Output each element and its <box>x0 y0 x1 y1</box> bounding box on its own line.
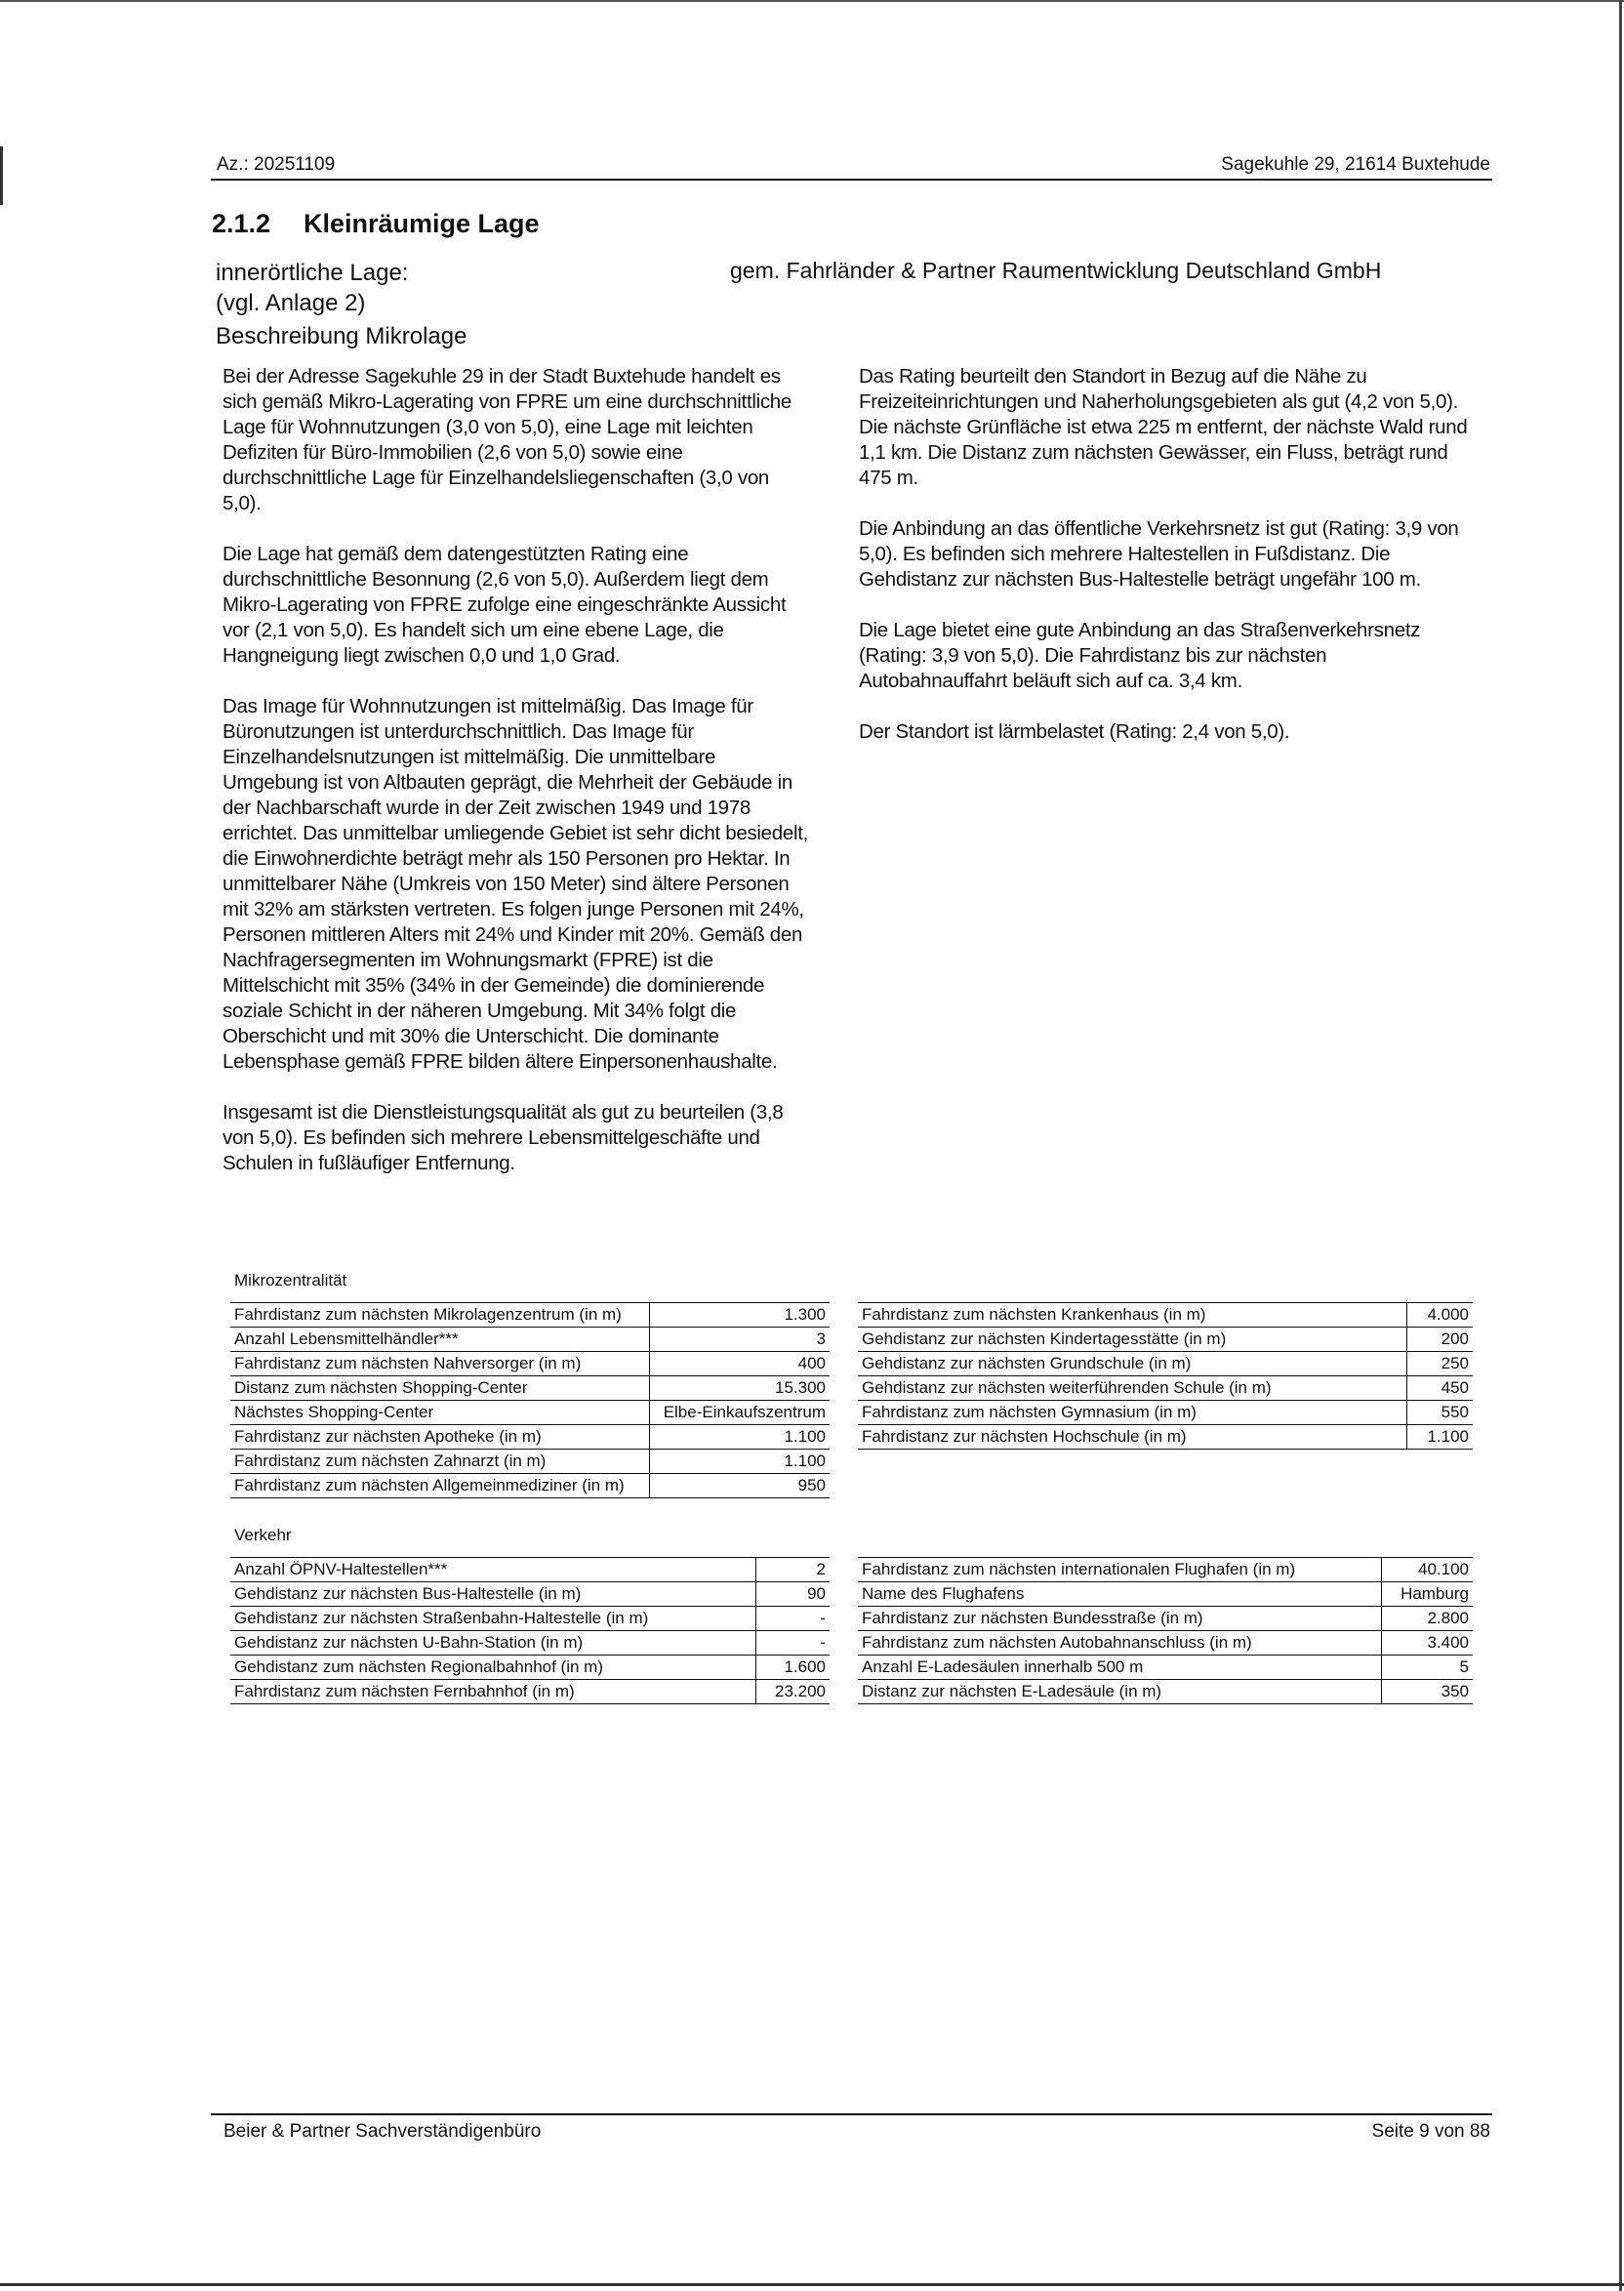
table-mikrozentralitaet-left <box>230 1302 830 1498</box>
row-label: Distanz zum nächsten Shopping-Center <box>230 1376 650 1401</box>
row-label: Distanz zur nächsten E-Ladesäule (in m) <box>858 1680 1382 1704</box>
row-label: Anzahl E-Ladesäulen innerhalb 500 m <box>858 1656 1382 1680</box>
row-value: 2 <box>756 1558 830 1582</box>
paragraph: Das Rating beurteilt den Standort in Bezug auf die Nähe zu Freizeiteinrichtungen und Naherholungsgebieten als gut (4,2 von 5,0). Die nächste Grünfläche ist etwa 225 m entfernt, der nächste Wald rund 1,1 km. Die Distanz zum nächsten Gewässer, ein Fluss, beträgt rund 475 m. <box>859 365 1468 489</box>
paragraph: Bei der Adresse Sagekuhle 29 in der Stadt Buxtehude handelt es sich gemäß Mikro-Lagerating von FPRE um eine durchschnittliche Lage für Wohnnutzungen (3,0 von 5,0), eine Lage mit leichten Defiziten für Büro-Immobilien (2,6 von 5,0) sowie eine durchschnittliche Lage für Einzelhandelsliegenschaften (3,0 von 5,0). <box>223 365 792 514</box>
lage-source: gem. Fahrländer & Partner Raumentwicklung Deutschland GmbH <box>730 258 1382 283</box>
lage-label <box>216 258 408 318</box>
table-row <box>858 1607 1473 1631</box>
lage-label-line1: innerörtliche Lage: <box>216 260 409 286</box>
table-row <box>858 1425 1473 1450</box>
row-label: Nächstes Shopping-Center <box>230 1401 650 1425</box>
row-label: Anzahl Lebensmittelhändler*** <box>230 1328 650 1352</box>
row-label: Gehdistanz zur nächsten U-Bahn-Station (in m) <box>230 1631 756 1656</box>
row-label: Fahrdistanz zum nächsten Fernbahnhof (in m) <box>230 1680 756 1704</box>
scan-margin-mark <box>0 146 3 205</box>
row-label: Gehdistanz zur nächsten Kindertagesstätte (in m) <box>858 1328 1407 1352</box>
row-value: 3 <box>650 1328 830 1352</box>
table-row <box>230 1401 830 1425</box>
table-row <box>230 1376 830 1401</box>
table-row <box>230 1450 830 1474</box>
table-row <box>230 1352 830 1376</box>
table-row <box>858 1558 1473 1582</box>
page-border-right <box>1619 0 1622 2291</box>
row-value: 200 <box>1407 1328 1473 1352</box>
footer-rule <box>211 2113 1492 2115</box>
table-row <box>230 1328 830 1352</box>
row-label: Fahrdistanz zur nächsten Bundesstraße (in m) <box>858 1607 1382 1631</box>
table-row <box>858 1401 1473 1425</box>
row-label: Fahrdistanz zur nächsten Apotheke (in m) <box>230 1425 650 1450</box>
row-value: 1.600 <box>756 1656 830 1680</box>
row-value: 15.300 <box>650 1376 830 1401</box>
section-heading <box>212 209 540 239</box>
table-row <box>230 1558 830 1582</box>
caption-mikrozentralitaet: Mikrozentralität <box>234 1271 347 1289</box>
table-mikrozentralitaet-right <box>858 1302 1473 1450</box>
row-value: 1.100 <box>1407 1425 1473 1450</box>
header-address: Sagekuhle 29, 21614 Buxtehude <box>1221 154 1490 175</box>
text-column-right <box>859 364 1474 770</box>
header-rule <box>211 179 1492 181</box>
row-value: 550 <box>1407 1401 1473 1425</box>
row-value: 950 <box>650 1474 830 1498</box>
table-row <box>858 1303 1473 1328</box>
row-value: - <box>756 1631 830 1656</box>
row-value: 23.200 <box>756 1680 830 1704</box>
table-row <box>230 1656 830 1680</box>
section-number: 2.1.2 <box>212 209 271 238</box>
table-row <box>230 1474 830 1498</box>
table-verkehr-left <box>230 1557 830 1704</box>
paragraph: Die Anbindung an das öffentliche Verkehrsnetz ist gut (Rating: 3,9 von 5,0). Es befinden sich mehrere Haltestellen in Fußdistanz. Die Gehdistanz zur nächsten Bus-Haltestelle beträgt ungefähr 100 m. <box>859 517 1459 591</box>
row-label: Fahrdistanz zum nächsten Nahversorger (in m) <box>230 1352 650 1376</box>
table-row <box>230 1607 830 1631</box>
row-label: Fahrdistanz zum nächsten Zahnarzt (in m) <box>230 1450 650 1474</box>
row-value: 1.100 <box>650 1450 830 1474</box>
row-label: Anzahl ÖPNV-Haltestellen*** <box>230 1558 756 1582</box>
row-label: Fahrdistanz zum nächsten Autobahnanschluss (in m) <box>858 1631 1382 1656</box>
page-border-top <box>0 0 1624 2</box>
table-row <box>858 1680 1473 1704</box>
paragraph: Die Lage hat gemäß dem datengestützten Rating eine durchschnittliche Besonnung (2,6 von 5,0). Außerdem liegt dem Mikro-Lagerating von FPRE zufolge eine eingeschränkte Aussicht vor (2,1 von 5,0). Es handelt sich um eine ebene Lage, die Hangneigung liegt zwischen 0,0 und 1,0 Grad. <box>223 543 787 667</box>
row-value: 250 <box>1407 1352 1473 1376</box>
row-value: 2.800 <box>1382 1607 1473 1631</box>
table-verkehr-right <box>858 1557 1473 1704</box>
table-row <box>230 1303 830 1328</box>
footer-company: Beier & Partner Sachverständigenbüro <box>223 2121 542 2142</box>
header-reference: Az.: 20251109 <box>217 154 336 175</box>
footer-page-number: Seite 9 von 88 <box>1371 2121 1490 2142</box>
table-row <box>858 1352 1473 1376</box>
row-label: Gehdistanz zur nächsten Straßenbahn-Haltestelle (in m) <box>230 1607 756 1631</box>
row-label: Fahrdistanz zur nächsten Hochschule (in m) <box>858 1425 1407 1450</box>
table-row <box>230 1425 830 1450</box>
row-value: 90 <box>756 1582 830 1607</box>
row-value: 4.000 <box>1407 1303 1473 1328</box>
row-label: Gehdistanz zur nächsten Grundschule (in m) <box>858 1352 1407 1376</box>
row-value: 450 <box>1407 1376 1473 1401</box>
table-row <box>230 1631 830 1656</box>
row-label: Fahrdistanz zum nächsten Gymnasium (in m) <box>858 1401 1407 1425</box>
row-label: Fahrdistanz zum nächsten Allgemeinmediziner (in m) <box>230 1474 650 1498</box>
subheading-beschreibung: Beschreibung Mikrolage <box>216 323 467 349</box>
row-value: 5 <box>1382 1656 1473 1680</box>
row-label: Name des Flughafens <box>858 1582 1382 1607</box>
table-row <box>230 1582 830 1607</box>
paragraph: Insgesamt ist die Dienstleistungsqualität als gut zu beurteilen (3,8 von 5,0). Es befinden sich mehrere Lebensmittelgeschäfte und Schulen in fußläufiger Entfernung. <box>223 1101 784 1174</box>
caption-verkehr: Verkehr <box>234 1526 292 1544</box>
row-label: Fahrdistanz zum nächsten Mikrolagenzentrum (in m) <box>230 1303 650 1328</box>
row-label: Gehdistanz zum nächsten Regionalbahnhof (in m) <box>230 1656 756 1680</box>
row-label: Fahrdistanz zum nächsten Krankenhaus (in m) <box>858 1303 1407 1328</box>
row-value: 1.100 <box>650 1425 830 1450</box>
section-title: Kleinräumige Lage <box>304 209 540 238</box>
row-label: Fahrdistanz zum nächsten internationalen Flughafen (in m) <box>858 1558 1382 1582</box>
row-value: - <box>756 1607 830 1631</box>
table-row <box>858 1656 1473 1680</box>
row-label: Gehdistanz zur nächsten Bus-Haltestelle (in m) <box>230 1582 756 1607</box>
row-value: 40.100 <box>1382 1558 1473 1582</box>
row-value: Elbe-Einkaufszentrum <box>650 1401 830 1425</box>
row-value: 1.300 <box>650 1303 830 1328</box>
page-border-bottom <box>0 2283 1624 2286</box>
paragraph: Das Image für Wohnnutzungen ist mittelmäßig. Das Image für Büronutzungen ist unterdurchschnittlich. Das Image für Einzelhandelsnutzungen ist mittelmäßig. Die unmittelbare Umgebung ist von Altbauten geprägt, die Mehrheit der Gebäude in der Nachbarschaft wurde in der Zeit zwischen 1949 und 1978 errichtet. Das unmittelbar umliegende Gebiet ist sehr dicht besiedelt, die Einwohnerdichte beträgt mehr als 150 Personen pro Hektar. In unmittelbarer Nähe (Umkreis von 150 Meter) sind ältere Personen mit 32% am stärksten vertreten. Es folgen junge Personen mit 24%, Personen mittleren Alters mit 24% und Kinder mit 20%. Gemäß den Nachfragersegmenten im Wohnungsmarkt (FPRE) ist die Mittelschicht mit 35% (34% in der Gemeinde) die dominierende soziale Schicht in der näheren Umgebung. Mit 34% folgt die Oberschicht und mit 30% die Unterschicht. Die dominante Lebensphase gemäß FPRE bilden ältere Einpersonenhaushalte. <box>223 695 809 1073</box>
row-value: 350 <box>1382 1680 1473 1704</box>
table-row <box>230 1680 830 1704</box>
table-row <box>858 1328 1473 1352</box>
text-column-left <box>223 364 808 1202</box>
row-value: 3.400 <box>1382 1631 1473 1656</box>
row-value: 400 <box>650 1352 830 1376</box>
row-label: Gehdistanz zur nächsten weiterführenden Schule (in m) <box>858 1376 1407 1401</box>
paragraph: Die Lage bietet eine gute Anbindung an das Straßenverkehrsnetz (Rating: 3,9 von 5,0). Die Fahrdistanz bis zur nächsten Autobahnauffahrt beläuft sich auf ca. 3,4 km. <box>859 619 1421 692</box>
table-row <box>858 1376 1473 1401</box>
lage-label-line2: (vgl. Anlage 2) <box>216 290 366 316</box>
table-row <box>858 1582 1473 1607</box>
table-row <box>858 1631 1473 1656</box>
paragraph: Der Standort ist lärmbelastet (Rating: 2,4 von 5,0). <box>859 720 1290 743</box>
row-value: Hamburg <box>1382 1582 1473 1607</box>
